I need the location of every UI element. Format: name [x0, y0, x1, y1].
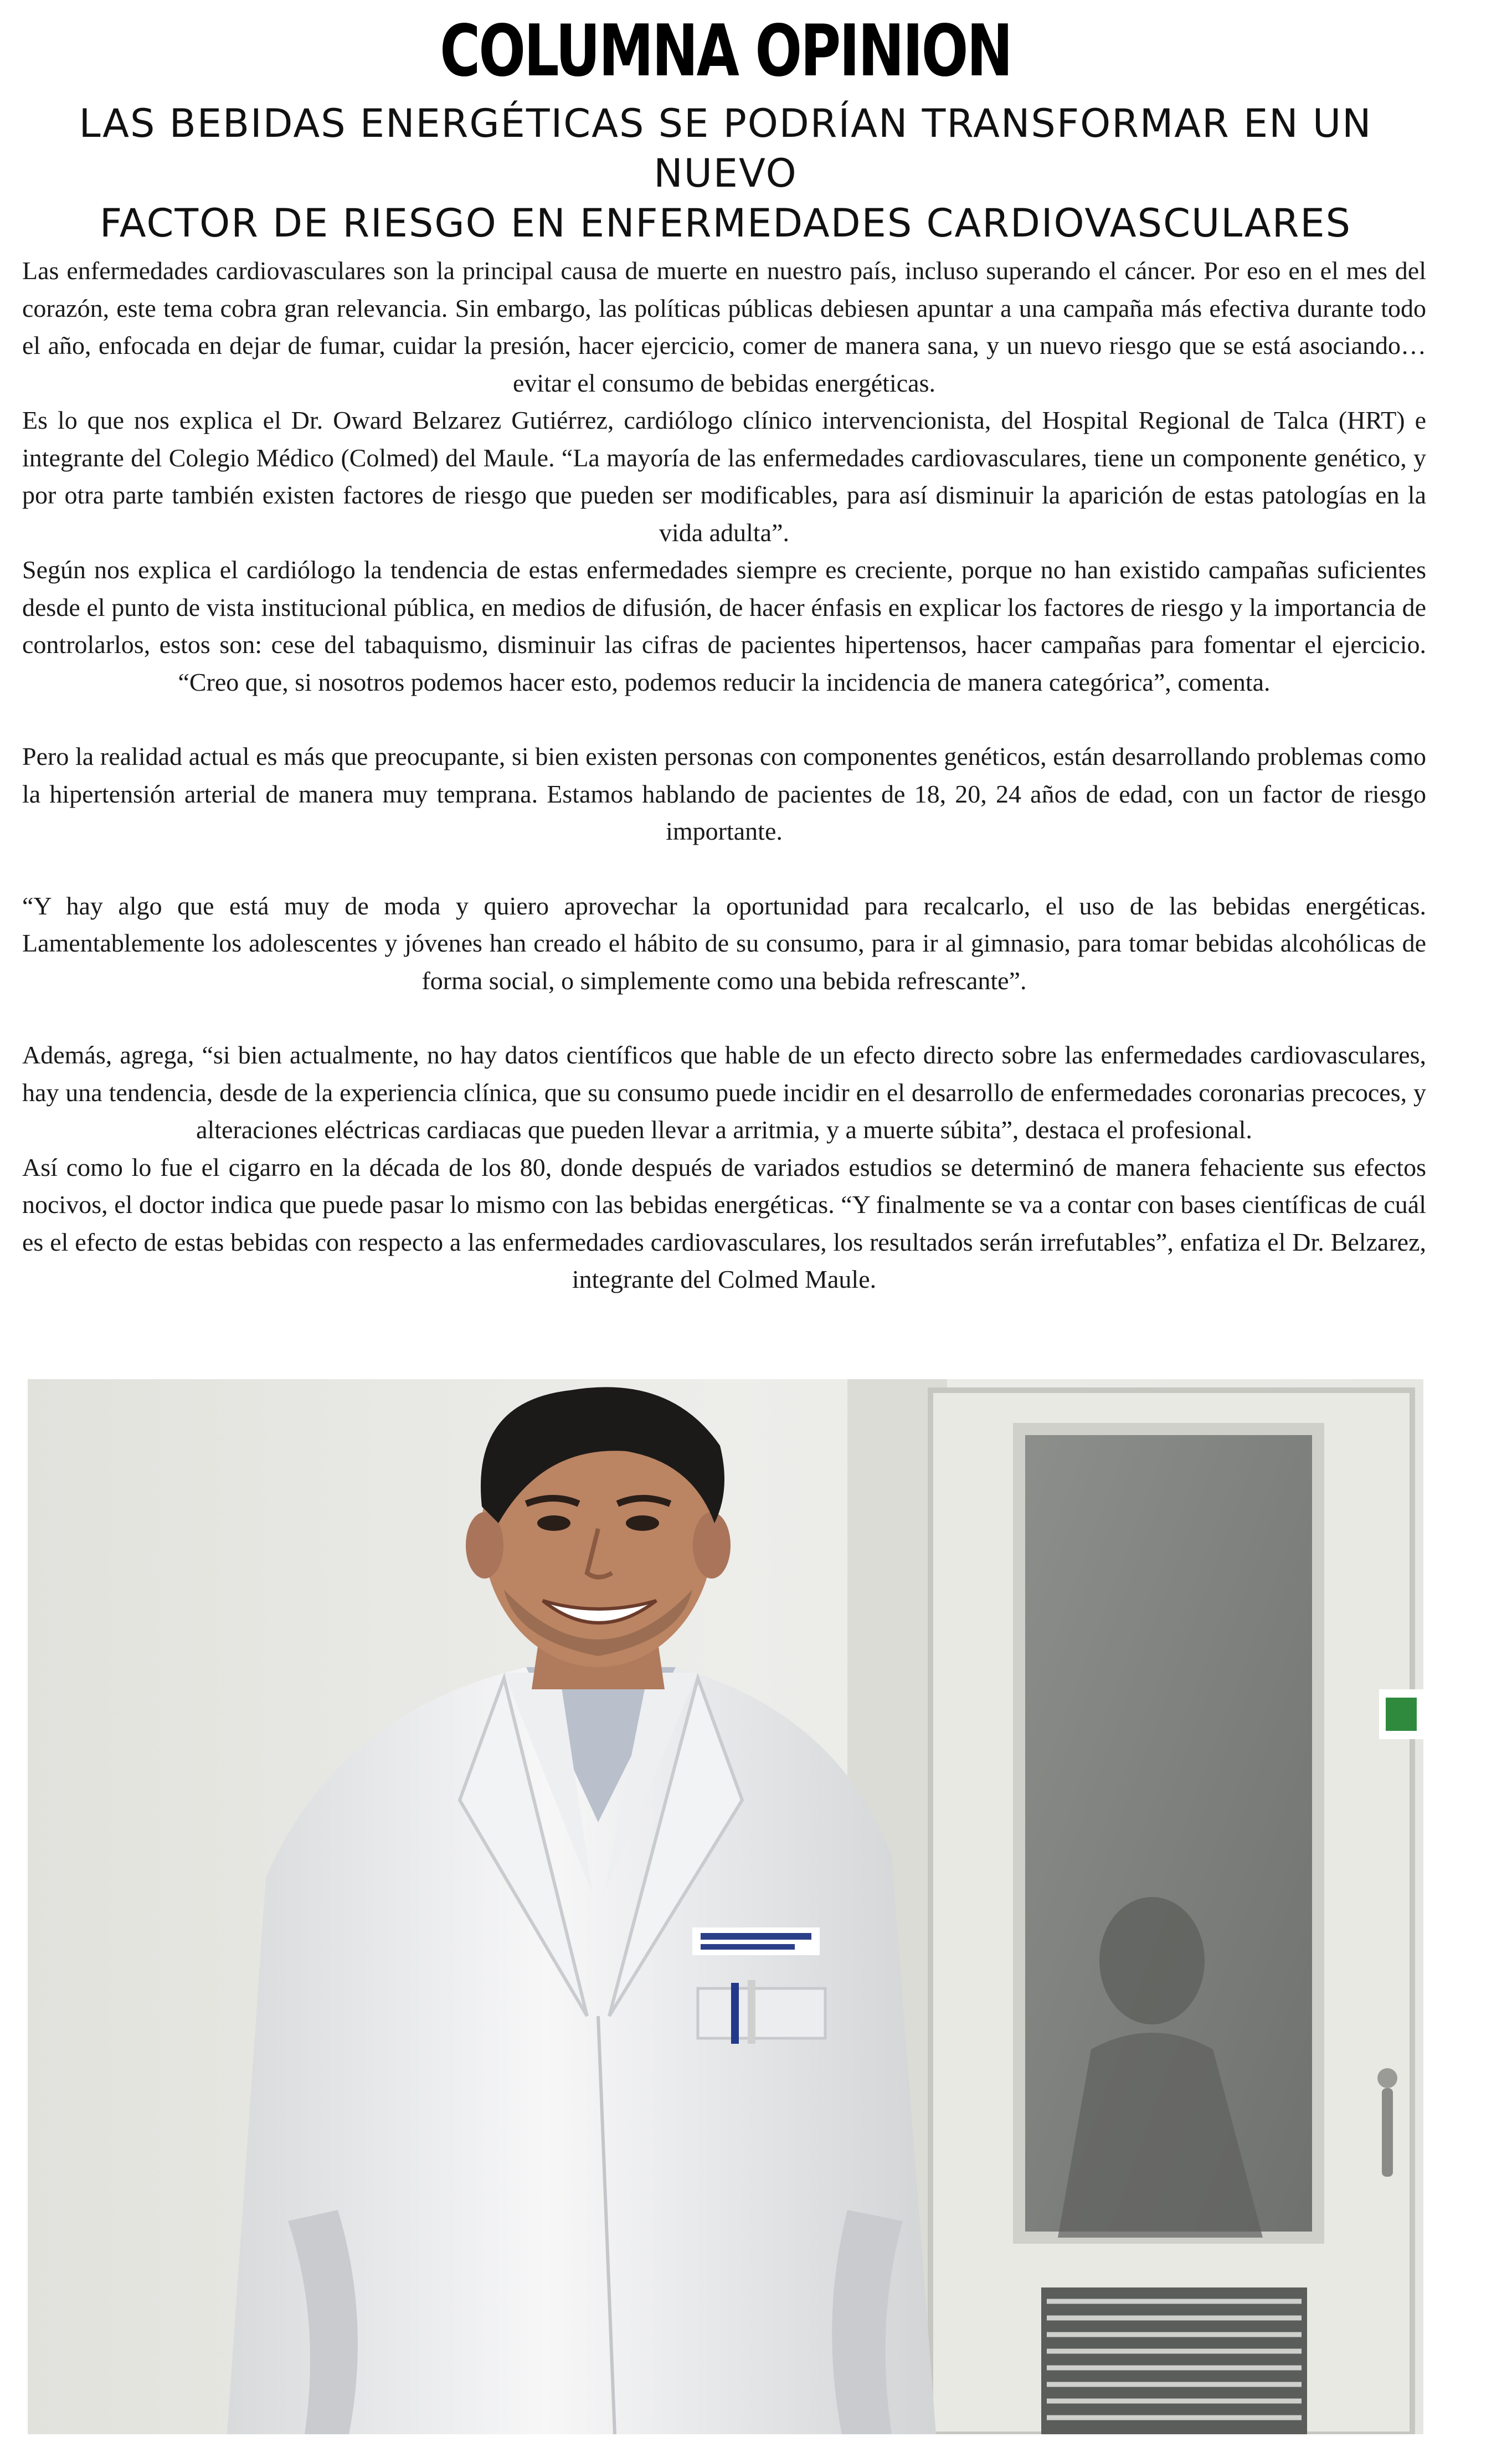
doctor-portrait-photo: [28, 1379, 1423, 2434]
article-paragraph-2: Es lo que nos explica el Dr. Oward Belzarez Gutiérrez, cardiólogo clínico intervencionista, del Hospital Regional de Talca (HRT) e integrante del Colegio Médico (Colmed) del Maule. “La mayoría de las enfermedades cardiovasculares, tiene un componente genético, y por otra parte también existen factores de riesgo que pueden ser modificables, para así disminuir la aparición de estas patologías en la vida adulta”.: [22, 406, 1426, 547]
article-paragraph-4: Pero la realidad actual es más que preocupante, si bien existen personas con componentes genéticos, están desarrollando problemas como la hipertensión arterial de manera muy temprana. Estamos hablando de pacientes de 18, 20, 24 años de edad, con un factor de riesgo importante.: [22, 742, 1426, 845]
article-body: [22, 252, 1426, 1298]
headline-line-1: LAS BEBIDAS ENERGÉTICAS SE PODRÍAN TRANSFORMAR EN UN NUEVO: [79, 101, 1372, 196]
article-paragraph-5: “Y hay algo que está muy de moda y quiero aprovechar la oportunidad para recalcarlo, el uso de las bebidas energéticas. Lamentablemente los adolescentes y jóvenes han creado el hábito de su consumo, para ir al gimnasio, para tomar bebidas alcohólicas de forma social, o simplemente como una bebida refrescante”.: [22, 891, 1426, 995]
article-paragraph-7: Así como lo fue el cigarro en la década de los 80, donde después de variados estudios se determinó de manera fehaciente sus efectos nocivos, el doctor indica que puede pasar lo mismo con las bebidas energéticas. “Y finalmente se va a contar con bases científicas de cuál es el efecto de estas bebidas con respecto a las enfermedades cardiovasculares, los resultados serán irrefutables”, enfatiza el Dr. Belzarez, integrante del Colmed Maule.: [22, 1153, 1426, 1293]
article-paragraph-6: Además, agrega, “si bien actualmente, no hay datos científicos que hable de un efecto directo sobre las enfermedades cardiovasculares, hay una tendencia, desde de la experiencia clínica, que su consumo puede incidir en el desarrollo de enfermedades coronarias precoces, y alteraciones eléctricas cardiacas que pueden llevar a arritmia, y a muerte súbita”, destaca el profesional.: [22, 1041, 1426, 1144]
article-paragraph-1: Las enfermedades cardiovasculares son la principal causa de muerte en nuestro país, incluso superando el cáncer. Por eso en el mes del corazón, este tema cobra gran relevancia. Sin embargo, las políticas públicas debiesen apuntar a una campaña más efectiva durante todo el año, enfocada en dejar de fumar, cuidar la presión, hacer ejercicio, comer de manera sana, y un nuevo riesgo que se está asociando… evitar el consumo de bebidas energéticas.: [22, 256, 1426, 397]
article-headline: [33, 99, 1418, 248]
headline-line-2: FACTOR DE RIESGO EN ENFERMEDADES CARDIOVASCULARES: [99, 201, 1352, 246]
column-masthead: COLUMNA OPINION: [440, 10, 1011, 92]
article-paragraph-3: Según nos explica el cardiólogo la tendencia de estas enfermedades siempre es creciente, porque no han existido campañas suficientes desde el punto de vista institucional pública, en medios de difusión, de hacer énfasis en explicar los factores de riesgo y la importancia de controlarlos, estos son: cese del tabaquismo, disminuir las cifras de pacientes hipertensos, hacer campañas para fomentar el ejercicio. “Creo que, si nosotros podemos hacer esto, podemos reducir la incidencia de manera categórica”, comenta.: [22, 556, 1426, 696]
